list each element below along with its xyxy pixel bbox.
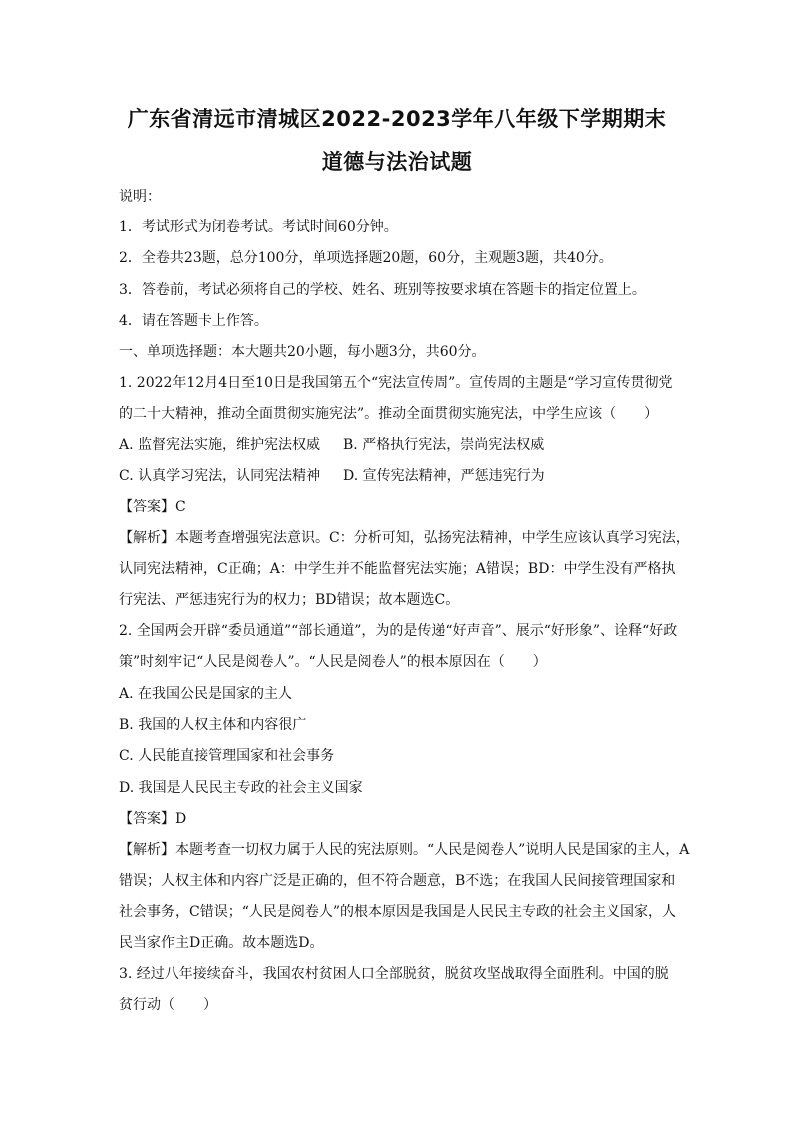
- q1-options-row: [119, 466, 699, 486]
- q2-analysis: 社会事务，C错误；“人民是阅卷人”的根本原因是我国是人民民主专政的社会主义国家，人: [119, 904, 677, 920]
- q3-stem: 3. 经过八年接续奋斗，我国农村贫困人口全部脱贫，脱贫攻坚战取得全面胜利。中国的脱: [119, 966, 669, 982]
- q1-analysis: 【解析】本题考查增强宪法意识。C：分析可知，弘扬宪法精神，中学生应该认真学习宪法，: [119, 530, 690, 546]
- section-heading: 一、单项选择题：本大题共20小题，每小题3分，共60分。: [119, 344, 486, 360]
- q1-options-row: [119, 435, 699, 455]
- q3-stem: 贫行动（ ）: [119, 997, 217, 1013]
- instruction-item: 2．全卷共23题，总分100分，单项选择题20题，60分，主观题3题，共40分。: [119, 250, 613, 266]
- q1-stem: 的二十大精神，推动全面贯彻实施宪法”。推动全面贯彻实施宪法，中学生应该（ ）: [119, 406, 659, 422]
- q2-stem: 2. 全国两会开辟“委员通道”“部长通道”，为的是传递“好声音”、展示“好形象”、诠释“好政: [119, 623, 678, 639]
- q2-option-b: B. 我国的人权主体和内容很广: [119, 717, 307, 733]
- q1-analysis: 认同宪法精神，C正确；A：中学生并不能监督宪法实施；A错误；BD：中学生没有严格执: [119, 561, 676, 577]
- q1-analysis: 行宪法、严惩违宪行为的权力；BD错误；故本题选C。: [119, 592, 460, 608]
- exam-title: 广东省清远市清城区2022-2023学年八年级下学期期末: [127, 107, 667, 131]
- q2-analysis: 错误；人权主体和内容广泛是正确的，但不符合题意，B不选；在我国人民间接管理国家和: [119, 873, 676, 889]
- q2-answer: 【答案】D: [119, 811, 187, 827]
- q1-option-b: B. 严格执行宪法，崇尚宪法权威: [343, 437, 545, 453]
- instruction-item: 1．考试形式为闭卷考试。考试时间60分钟。: [119, 219, 398, 235]
- q1-stem: 1. 2022年12月4日至10日是我国第五个“宪法宣传周”。宣传周的主题是“学习宣传贯彻党: [119, 375, 673, 391]
- q2-option-c: C. 人民能直接管理国家和社会事务: [119, 748, 335, 764]
- q1-option-c: C. 认真学习宪法，认同宪法精神: [119, 468, 321, 484]
- q1-option-d: D. 宣传宪法精神，严惩违宪行为: [343, 468, 545, 484]
- q2-stem: 策”时刻牢记“人民是阅卷人”。“人民是阅卷人”的根本原因在（ ）: [119, 654, 547, 670]
- q2-option-a: A. 在我国公民是国家的主人: [119, 686, 293, 702]
- instructions-heading: 说明：: [119, 189, 161, 205]
- q1-option-a: A. 监督宪法实施，维护宪法权威: [119, 437, 321, 453]
- q2-option-d: D. 我国是人民民主专政的社会主义国家: [119, 780, 363, 796]
- instruction-item: 3．答卷前，考试必须将自己的学校、姓名、班别等按要求填在答题卡的指定位置上。: [119, 282, 646, 298]
- q2-analysis: 民当家作主D正确。故本题选D。: [119, 935, 324, 951]
- q2-analysis: 【解析】本题考查一切权力属于人民的宪法原则。“人民是阅卷人”说明人民是国家的主人，A: [119, 842, 690, 858]
- instruction-item: 4．请在答题卡上作答。: [119, 313, 268, 329]
- exam-subtitle: 道德与法治试题: [321, 150, 473, 174]
- q1-answer: 【答案】C: [119, 499, 186, 515]
